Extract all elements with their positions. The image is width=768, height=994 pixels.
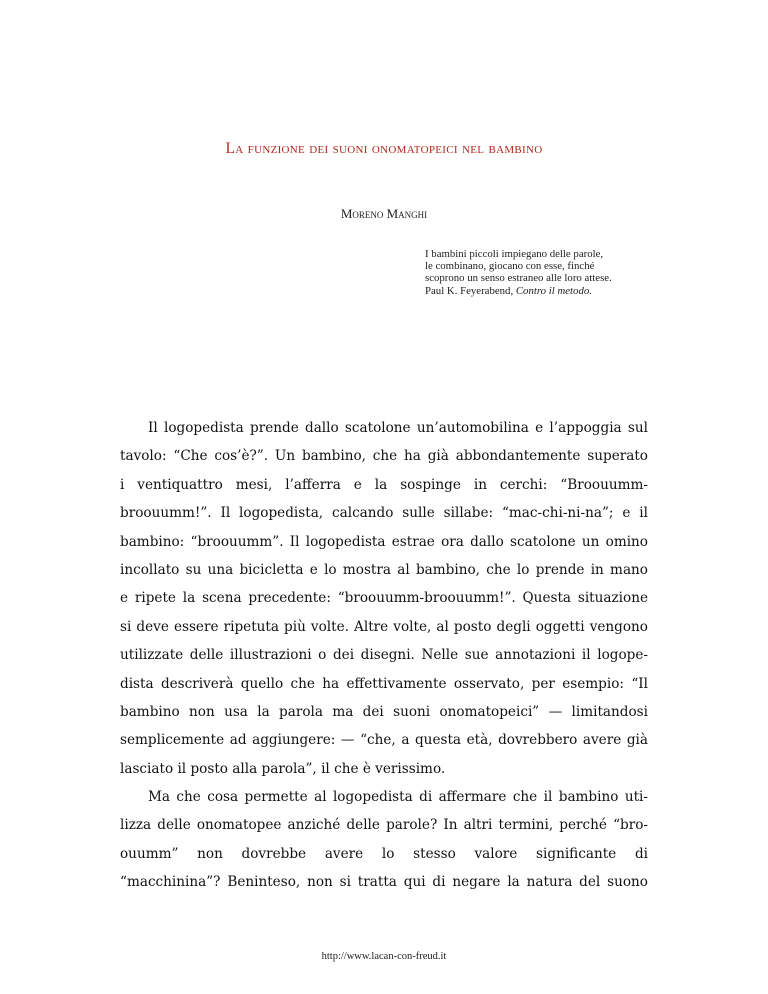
document-title: La funzione dei suoni onomatopeici nel bambino [225, 140, 543, 157]
footer-url: http://www.lacan-con-freud.it [321, 951, 447, 962]
body-line: Il logopedista prende dallo scatolone un’automobilina e l’appoggia sul [148, 420, 648, 436]
body-line: ouumm” non dovrebbe avere lo stesso valore significante di [120, 845, 648, 862]
body-line: e ripete la scena precedente: “broouumm-broouumm!”. Questa situazione [120, 590, 648, 607]
body-line: dista descriverà quello che ha effettivamente osservato, per esempio: “Il [120, 675, 648, 692]
epigraph [425, 248, 685, 297]
epigraph-work: Contro il metodo. [515, 284, 592, 297]
body-line: bambino non usa la parola ma dei suoni onomatopeici” — limitandosi [120, 703, 648, 720]
body-line: utilizzate delle illustrazioni o dei disegni. Nelle sue annotazioni il logope- [120, 647, 648, 664]
body-line: Ma che cosa permette al logopedista di affermare che il bambino uti- [148, 789, 648, 806]
epigraph-line: le combinano, giocano con esse, finché [425, 260, 595, 273]
body-line: i ventiquattro mesi, l’afferra e la sospinge in cerchi: “Broouumm- [120, 476, 648, 493]
body-line: broouumm!”. Il logopedista, calcando sulle sillabe: “mac-chi-ni-na”; e il [120, 505, 648, 522]
author-name: Moreno Manghi [340, 206, 428, 221]
body-text [120, 414, 648, 897]
body-line: lizza delle onomatopee anziché delle parole? In altri termini, perché “bro- [120, 817, 648, 834]
body-line: tavolo: “Che cos’è?”. Un bambino, che ha già abbondantemente superato [120, 448, 648, 465]
body-line: lasciato il posto alla parola”, il che è verissimo. [120, 760, 446, 777]
body-line: semplicemente ad aggiungere: — “che, a questa età, dovrebbero avere già [120, 732, 648, 749]
body-line: bambino: “broouumm”. Il logopedista estrae ora dallo scatolone un omino [120, 533, 648, 550]
epigraph-attribution [425, 285, 685, 297]
epigraph-line: scoprono un senso estraneo alle loro attese. [425, 272, 612, 285]
epigraph-line: I bambini piccoli impiegano delle parole, [425, 248, 604, 260]
body-line: si deve essere ripetuta più volte. Altre volte, al posto degli oggetti vengono [120, 618, 648, 635]
body-line: incollato su una bicicletta e lo mostra al bambino, che lo prende in mano [120, 561, 648, 578]
epigraph-author: Paul K. Feyerabend, [425, 284, 514, 297]
body-line: “macchinina”? Beninteso, non si tratta qui di negare la natura del suono [120, 874, 648, 891]
